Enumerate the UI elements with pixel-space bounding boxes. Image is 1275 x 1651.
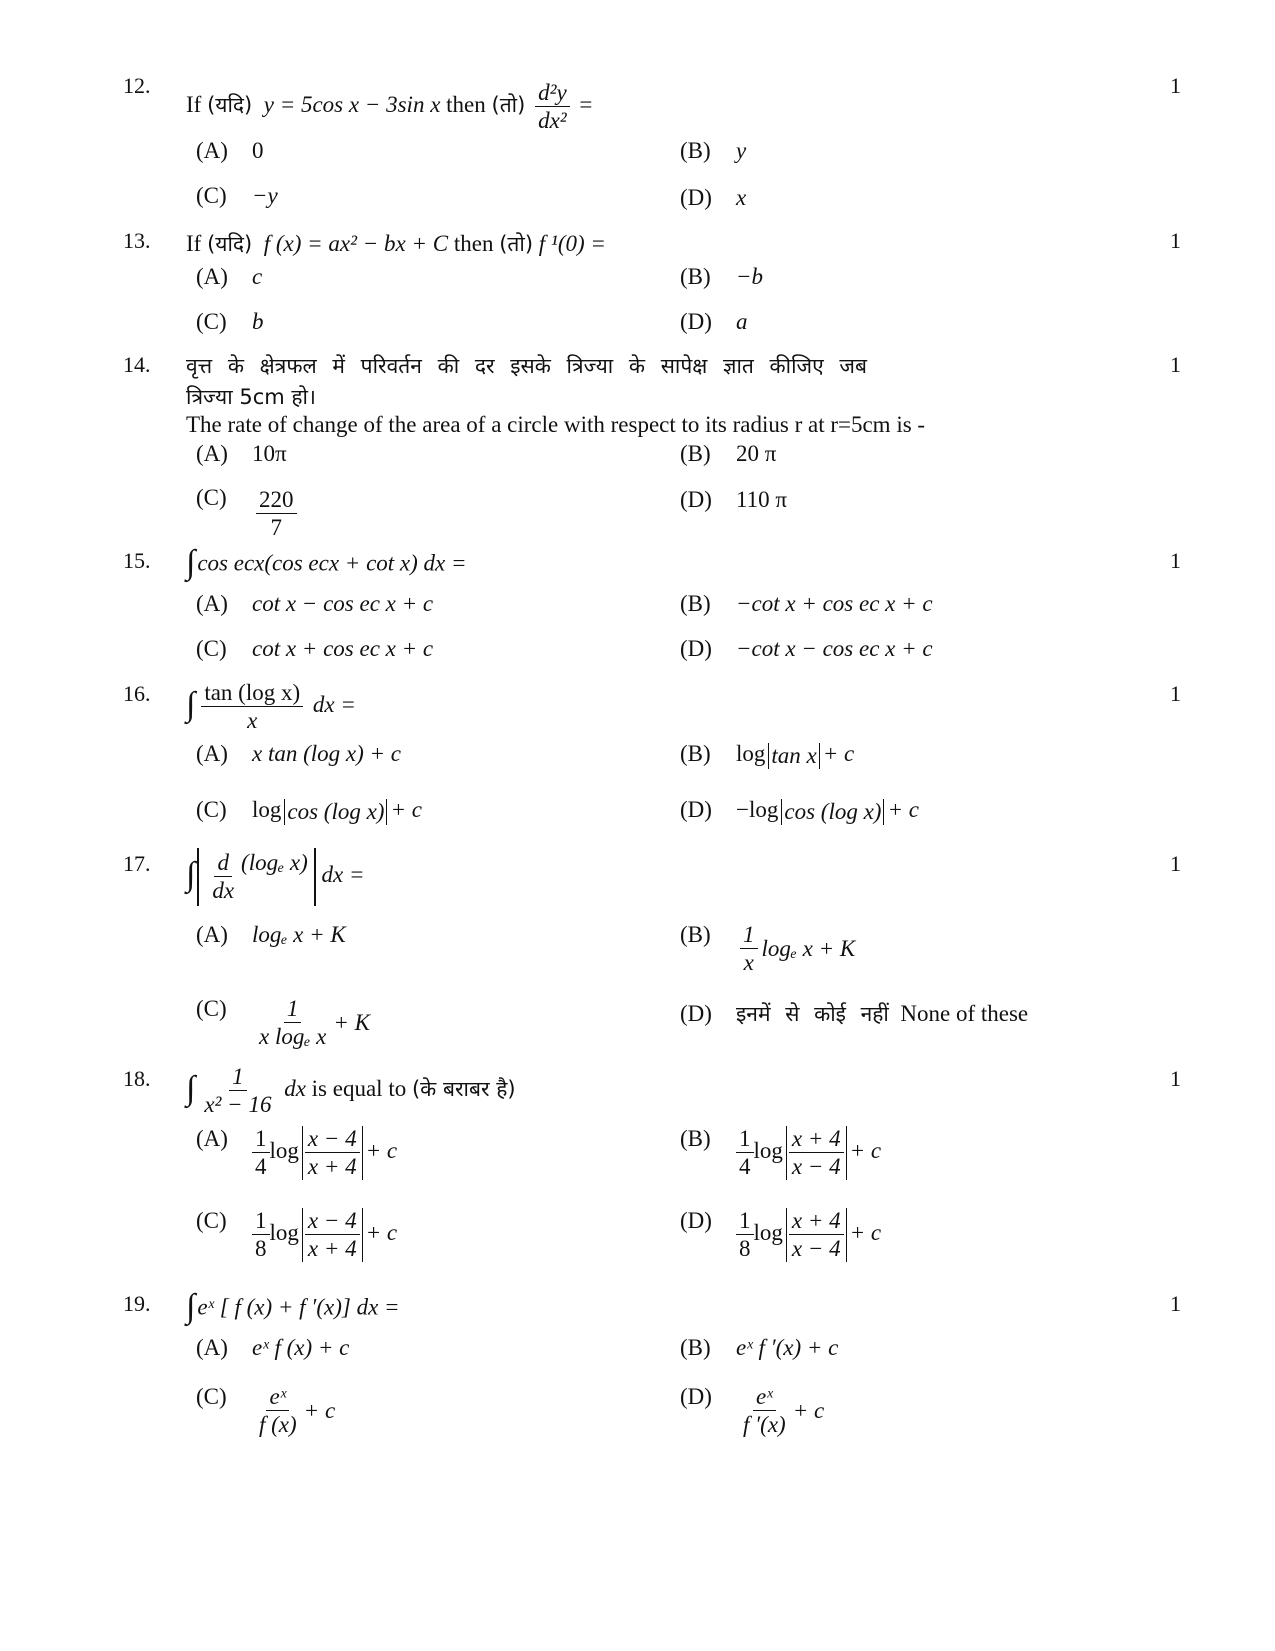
option-b[interactable]: (B) eˣ f ′(x) + c [680,1335,839,1360]
integral-sign: ∫ [186,1069,196,1107]
question-number: 14. [123,352,151,377]
option-b[interactable]: (B) $\frac{1}{4}$ log $\frac{x + 4}{x - 4}$ + c [680,1126,882,1180]
integral-sign: ∫ [186,685,196,723]
question-stem: ∫ $\frac{d}{dx}$ (logₑ x) dx = [186,848,364,906]
option-a[interactable]: (A) 0 [196,138,264,163]
stem-text: is equal to [311,1076,407,1102]
question-stem: ∫ $\frac{\text{tan (log x)}}{x}$ dx = [186,680,356,734]
question-stem: If (यदि) y = 5cos x − 3sin x then (तो) $\frac{\text{d²y}}{\text{dx²}}$ = [186,80,593,134]
question-stem-hindi: वृत्त के क्षेत्रफल में परिवर्तन की दर इसके त्रिज्या के सापेक्ष ज्ञात कीजिए जब [186,354,867,378]
question-stem: ∫ $\frac{1}{\text{x² − 16}}$ dx is equal to (के बराबर है) [186,1064,516,1118]
marks: 1 [1170,681,1181,706]
option-c[interactable]: (C) −y [196,183,278,208]
option-a[interactable]: (A) logₑ x + K [196,922,346,947]
option-c[interactable]: (C) log cos (log x) + c [196,797,422,824]
option-c[interactable]: (C) $\frac{1}{\text{x logₑ x}}$ + K [196,996,370,1050]
option-c[interactable]: (C) $\frac{1}{8}$ log $\frac{x - 4}{x + 4}$ + c [196,1208,398,1262]
integral-sign: ∫ [186,544,196,581]
question-stem-english: The rate of change of the area of a circle with respect to its radius r at r=5cm is - [186,412,926,437]
question-number: 12. [123,73,151,98]
marks: 1 [1170,228,1181,253]
marks: 1 [1170,548,1181,573]
option-a[interactable]: (A) x tan (log x) + c [196,741,401,766]
marks: 1 [1170,1066,1181,1091]
option-b[interactable]: (B) y [680,138,747,163]
question-stem: ∫eˣ [ f (x) + f ′(x)] dx = [186,1288,400,1325]
option-d[interactable]: (D) $\frac{1}{8}$ log $\frac{x + 4}{x - 4}$ + c [680,1208,882,1262]
option-d[interactable]: (D) $\frac{\text{eˣ}}{f '(x)}$ + c [680,1384,825,1438]
fraction: $\frac{\text{d²y}}{\text{dx²}}$ [535,80,570,134]
option-d[interactable]: (D) −cot x − cos ec x + c [680,636,933,661]
option-d[interactable]: (D) इनमें से कोई नहीं None of these [680,1001,1029,1026]
option-d[interactable]: (D) a [680,309,748,334]
integral-sign: ∫ [186,855,196,893]
marks: 1 [1170,73,1181,98]
question-stem: ∫cos ecx(cos ecx + cot x) dx = [186,544,467,581]
option-a[interactable]: (A) cot x − cos ec x + c [196,591,434,616]
question-number: 13. [123,228,151,253]
marks: 1 [1170,352,1181,377]
option-d[interactable]: (D) 110 π [680,487,788,512]
option-c[interactable]: (C) $\frac{220}{7}$ [196,485,301,541]
option-c[interactable]: (C) b [196,309,264,334]
option-a[interactable]: (A) c [196,264,263,289]
question-stem-hindi-2: त्रिज्या 5cm हो। [186,385,316,409]
question-number: 19. [123,1291,151,1316]
marks: 1 [1170,851,1181,876]
option-a[interactable]: (A) $\frac{1}{4}$ log $\frac{x - 4}{x + 4}$ + c [196,1126,398,1180]
option-c[interactable]: (C) $\frac{\text{eˣ}}{f (x)}$ + c [196,1384,336,1438]
integral-sign: ∫ [186,1288,196,1325]
question-number: 18. [123,1066,151,1091]
option-d[interactable]: (D) −log cos (log x) + c [680,797,919,824]
option-b[interactable]: (B) −cot x + cos ec x + c [680,591,933,616]
equation: y = 5cos x − 3sin x [263,92,441,118]
option-b[interactable]: (B) −b [680,264,764,289]
question-stem: If (यदि) f (x) = ax² − bx + C then (तो) f ¹(0) = [186,231,606,256]
option-a[interactable]: (A) eˣ f (x) + c [196,1335,350,1360]
question-number: 17. [123,851,151,876]
question-number: 15. [123,548,151,573]
marks: 1 [1170,1291,1181,1316]
option-d[interactable]: (D) x [680,185,747,210]
option-b[interactable]: (B) log tan x + c [680,741,855,768]
option-b[interactable]: (B) $\frac{1}{x}$ logₑ x + K [680,922,856,976]
option-a[interactable]: (A) 10π [196,441,287,466]
option-b[interactable]: (B) 20 π [680,441,777,466]
option-c[interactable]: (C) cot x + cos ec x + c [196,636,434,661]
question-number: 16. [123,681,151,706]
